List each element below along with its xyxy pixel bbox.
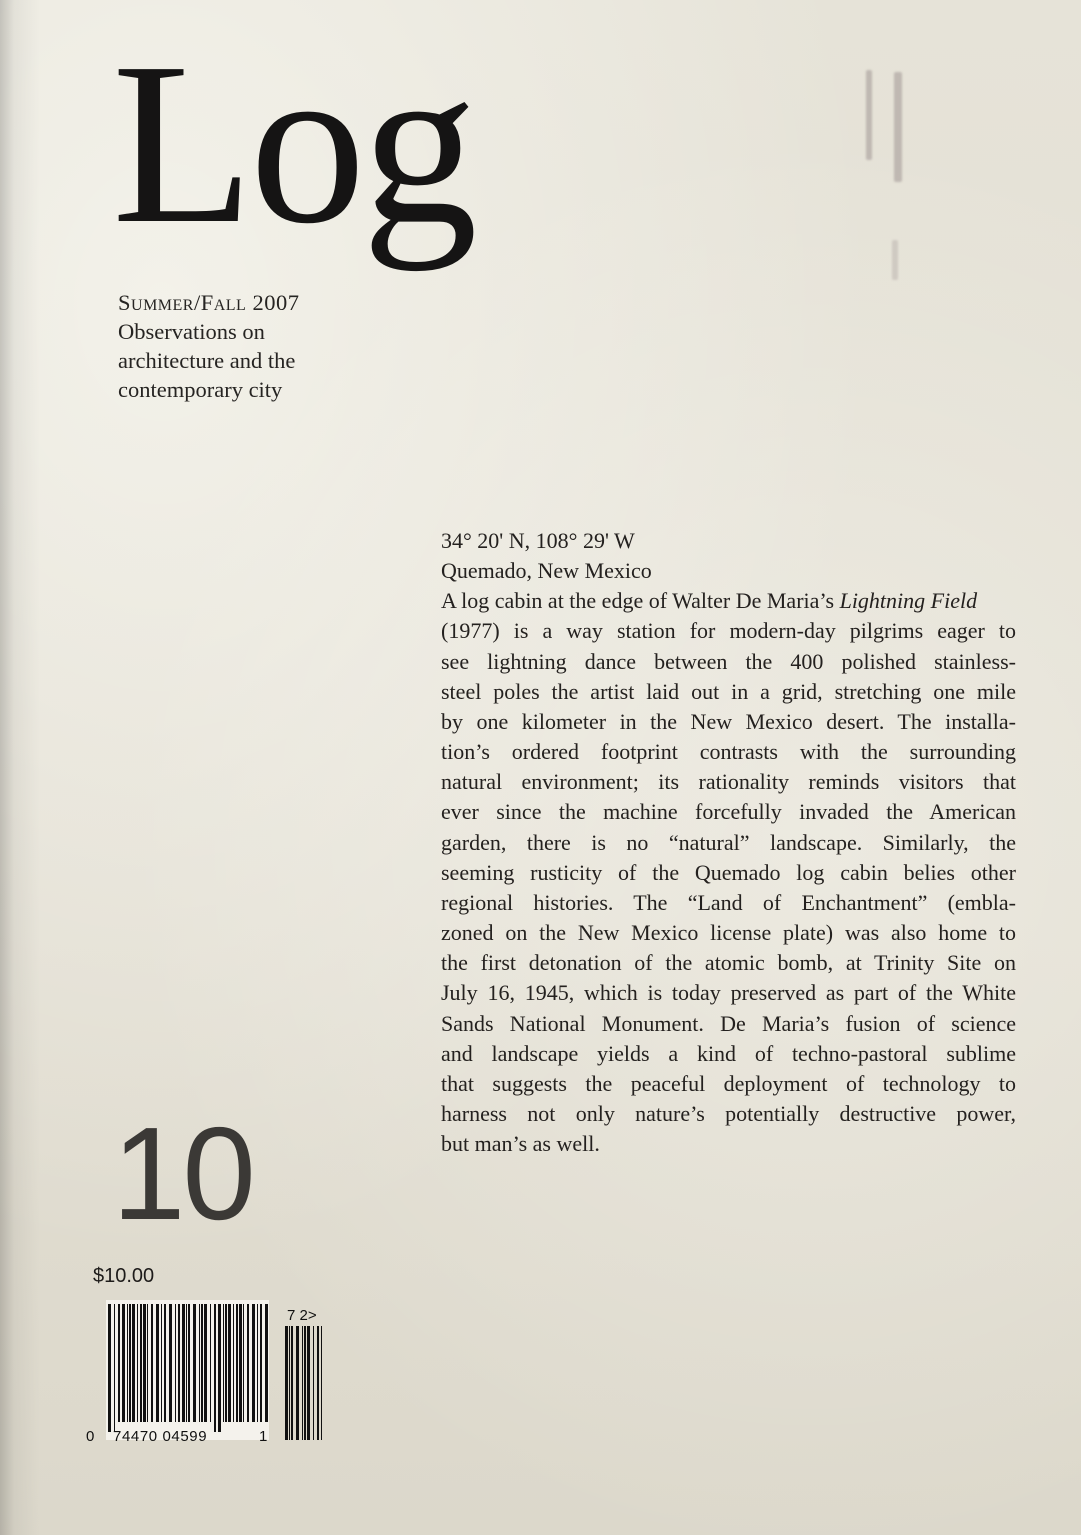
barcode-bar — [182, 1304, 185, 1422]
barcode-bar — [108, 1304, 111, 1432]
article-line: seeming rusticity of the Quemado log cabin belies other — [441, 859, 1016, 885]
cover-price: $10.00 — [93, 1265, 155, 1287]
barcode-bar — [260, 1304, 262, 1422]
barcode-bar — [289, 1326, 290, 1440]
article-line: see lightning dance between the 400 polished stainless- — [441, 648, 1016, 674]
barcode-bar — [210, 1304, 211, 1422]
barcode-bar — [204, 1304, 207, 1422]
barcode-bar — [137, 1304, 138, 1422]
barcode-bar — [296, 1326, 299, 1440]
article-line: steel poles the artist laid out in a grid, stretching one mile — [441, 678, 1016, 704]
barcode-bar — [223, 1304, 224, 1422]
page-edge-shadow — [0, 0, 40, 1535]
article-line: and landscape yields a kind of techno-pastoral sublime — [441, 1040, 1016, 1066]
article-line: harness not only nature’s potentially destructive power, — [441, 1100, 1016, 1126]
barcode-bar — [265, 1304, 268, 1422]
barcode-bar — [193, 1304, 196, 1422]
barcode-bar — [156, 1304, 159, 1422]
barcode-bar — [175, 1304, 176, 1422]
article-line: (1977) is a way station for modern-day pilgrims eager to — [441, 618, 1016, 644]
barcode-bar — [161, 1304, 162, 1422]
article-line — [441, 586, 1016, 616]
barcode-bar — [164, 1304, 166, 1422]
issue-info — [118, 288, 299, 404]
barcode-bar — [151, 1304, 153, 1422]
article-line: garden, there is no “natural” landscape. Similarly, the — [441, 829, 1016, 855]
barcode-bar — [291, 1326, 293, 1440]
barcode-digits: 74470 04599 — [113, 1428, 208, 1445]
barcode-bar — [218, 1304, 221, 1432]
barcode-bar — [317, 1326, 319, 1440]
article-line: regional histories. The “Land of Enchantment” (embla- — [441, 889, 1016, 915]
barcode-graphic — [84, 1300, 329, 1445]
barcode-bar — [257, 1304, 258, 1422]
article-line: zoned on the New Mexico license plate) was also home to — [441, 920, 1016, 946]
barcode-bar — [178, 1304, 180, 1422]
barcode-bar — [233, 1304, 234, 1422]
barcode-bar — [225, 1304, 227, 1422]
barcode-bar — [147, 1304, 148, 1422]
barcode-bar — [285, 1326, 288, 1440]
barcode-bar — [304, 1326, 306, 1440]
article-line: by one kilometer in the New Mexico desert. The installa- — [441, 708, 1016, 734]
issue-date: Summer/Fall 2007 — [118, 290, 300, 315]
barcode-bar — [252, 1304, 255, 1422]
article-coordinates: 34° 20' N, 108° 29' W — [441, 528, 635, 553]
barcode-bar — [228, 1304, 231, 1422]
barcode-bar — [132, 1304, 135, 1422]
article-line: July 16, 1945, which is today preserved as part of the White — [441, 980, 1016, 1006]
barcode-bar — [313, 1326, 314, 1440]
barcode-bar — [247, 1304, 249, 1422]
barcode-bar — [118, 1304, 120, 1422]
barcode-bar — [214, 1304, 216, 1432]
barcode-bar — [307, 1326, 310, 1440]
barcode-bar — [122, 1304, 125, 1422]
cover-smudge — [894, 72, 902, 182]
upc-barcode — [84, 1300, 329, 1445]
cover-article — [441, 526, 1016, 1159]
barcode-bar — [321, 1326, 322, 1440]
barcode-bar — [199, 1304, 200, 1422]
barcode-check-digit: 1 — [259, 1428, 268, 1445]
barcode-bar — [239, 1304, 242, 1422]
barcode-bar — [129, 1304, 131, 1422]
article-line-text: A log cabin at the edge of Walter De Maria’s — [441, 588, 840, 614]
barcode-bar — [143, 1304, 146, 1422]
barcode-bar — [140, 1304, 142, 1422]
article-line: that suggests the peaceful deployment of technology to — [441, 1070, 1016, 1096]
cover-smudge — [866, 70, 872, 160]
cover-smudge — [892, 240, 898, 280]
artwork-title: Lightning Field — [839, 588, 978, 614]
article-line: Sands National Monument. De Maria’s fusion of science — [441, 1010, 1016, 1036]
barcode-bar — [201, 1304, 203, 1422]
barcode-bar — [127, 1304, 128, 1422]
tagline-line: Observations on — [118, 319, 265, 344]
barcode-bar — [236, 1304, 238, 1422]
article-line: but man’s as well. — [441, 1131, 600, 1157]
barcode-bar — [188, 1304, 190, 1422]
barcode-bar — [186, 1304, 187, 1422]
barcode-leading-digit: 0 — [86, 1428, 95, 1445]
issue-number: 10 — [112, 1100, 253, 1247]
barcode-bar — [169, 1304, 172, 1422]
tagline-line: architecture and the — [118, 348, 296, 373]
barcode-bar — [114, 1304, 115, 1432]
article-line: natural environment; its rationality reminds visitors that — [441, 769, 1016, 795]
article-line: the first detonation of the atomic bomb, at Trinity Site on — [441, 950, 1016, 976]
article-place: Quemado, New Mexico — [441, 558, 652, 584]
tagline-line: contemporary city — [118, 377, 283, 402]
magazine-logo: Log — [112, 15, 474, 272]
article-line: ever since the machine forcefully invaded the American — [441, 799, 1016, 825]
barcode-bar — [243, 1304, 244, 1422]
barcode-bar — [302, 1326, 303, 1440]
barcode-addon-digits: 7 2> — [287, 1307, 317, 1324]
article-line: tion’s ordered footprint contrasts with the surrounding — [441, 739, 1016, 765]
